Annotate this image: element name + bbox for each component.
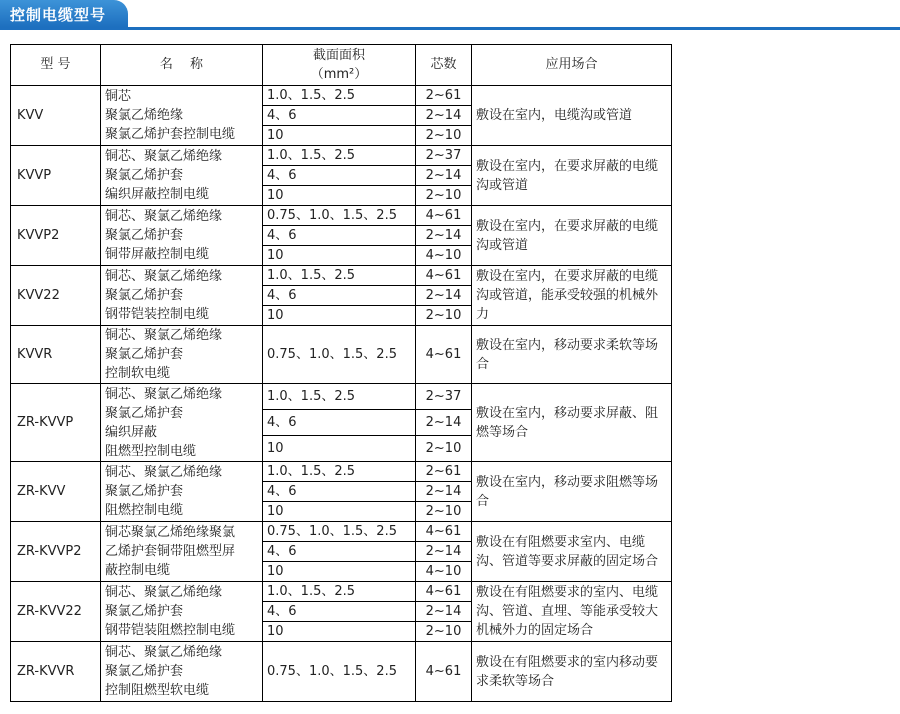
cell-model: ZR-KVV xyxy=(11,462,101,522)
cell-model: ZR-KVVR xyxy=(11,642,101,702)
cell-section-value: 1.0、1.5、2.5 xyxy=(263,384,415,410)
cell-section xyxy=(263,582,416,642)
cell-cores-value: 2~14 xyxy=(416,542,471,562)
section-header xyxy=(0,0,900,30)
name-line: 控制阻燃型软电缆 xyxy=(105,683,210,698)
cell-section-value: 10 xyxy=(267,504,284,519)
cell-cores-value: 2~10 xyxy=(425,188,462,203)
cell-section xyxy=(263,86,416,146)
cell-cores-value: 2~10 xyxy=(425,308,462,323)
cell-cores-stack xyxy=(416,462,471,521)
name-line: 聚氯乙烯绝缘 xyxy=(105,108,184,123)
table-row xyxy=(11,642,672,702)
cell-section-value: 10 xyxy=(267,624,284,639)
application-text: 敷设在室内，在要求屏蔽的电缆沟或管道 xyxy=(476,218,659,253)
cell-cores xyxy=(416,384,472,462)
cell-name xyxy=(101,146,263,206)
cell-section-value: 4、6 xyxy=(263,166,415,186)
table-row xyxy=(11,582,672,642)
header-underline xyxy=(0,27,900,30)
cell-cores xyxy=(416,86,472,146)
table-row xyxy=(11,522,672,582)
cell-cores-value: 2~61 xyxy=(416,86,471,106)
cell-section-stack xyxy=(263,462,415,521)
cell-cores xyxy=(416,462,472,522)
cell-cores: 4~61 xyxy=(416,326,472,384)
cell-application xyxy=(472,462,672,522)
cell-cores-value: 2~14 xyxy=(416,106,471,126)
cell-model: KVV22 xyxy=(11,266,101,326)
cell-application xyxy=(472,384,672,462)
header-section-line2: （mm²） xyxy=(310,67,368,82)
cell-section-value: 10 xyxy=(267,441,284,456)
table-row xyxy=(11,206,672,266)
cell-name xyxy=(101,384,263,462)
application-text: 敷设在室内，在要求屏蔽的电缆沟或管道，能承受较强的机械外力 xyxy=(476,269,659,322)
name-line: 编织屏蔽 xyxy=(105,424,158,440)
cell-section-stack xyxy=(263,206,415,265)
table-header-row xyxy=(11,45,672,86)
cell-model: KVVP xyxy=(11,146,101,206)
name-line: 乙烯护套铜带阻燃型屏 xyxy=(105,544,236,559)
cell-section xyxy=(263,384,416,462)
cell-cores-value: 4~10 xyxy=(425,564,462,579)
cell-section-value: 1.0、1.5、2.5 xyxy=(263,266,415,286)
cell-cores-value: 2~10 xyxy=(425,624,462,639)
cell-application xyxy=(472,326,672,384)
header-application: 应用场合 xyxy=(472,45,672,86)
name-line: 铜芯、聚氯乙烯绝缘 xyxy=(105,149,223,164)
cell-section-value: 4、6 xyxy=(263,226,415,246)
name-line: 聚氯乙烯护套控制电缆 xyxy=(105,127,236,142)
name-line: 铜芯、聚氯乙烯绝缘 xyxy=(105,269,223,284)
cell-section-value: 10 xyxy=(267,564,284,579)
cell-cores-stack xyxy=(416,384,471,461)
name-line: 聚氯乙烯护套 xyxy=(105,288,184,303)
name-line: 钢带铠装控制电缆 xyxy=(105,307,210,322)
cell-cores-value: 2~10 xyxy=(425,128,462,143)
table-row xyxy=(11,326,672,384)
cell-cores-value: 2~14 xyxy=(416,226,471,246)
cell-section-stack xyxy=(263,384,415,461)
cell-cores-value: 2~37 xyxy=(416,146,471,166)
cell-application xyxy=(472,642,672,702)
cell-section-value: 1.0、1.5、2.5 xyxy=(263,462,415,482)
cell-cores-stack xyxy=(416,146,471,205)
application-text: 敷设在室内，电缆沟或管道 xyxy=(476,108,633,123)
cell-section-value: 10 xyxy=(267,248,284,263)
application-text: 敷设在有阻燃要求的室内、电缆沟、管道、直埋、等能承受较大机械外力的固定场合 xyxy=(476,585,659,638)
table-row xyxy=(11,146,672,206)
name-line: 聚氯乙烯护套 xyxy=(105,347,184,362)
cell-name xyxy=(101,522,263,582)
cell-application xyxy=(472,86,672,146)
cell-name xyxy=(101,326,263,384)
cell-section-value: 10 xyxy=(267,188,284,203)
cell-cores xyxy=(416,266,472,326)
cell-cores xyxy=(416,522,472,582)
name-line: 铜芯、聚氯乙烯绝缘 xyxy=(105,386,223,402)
name-line: 铜芯、聚氯乙烯绝缘 xyxy=(105,465,223,480)
table-body xyxy=(11,86,672,702)
cell-cores-value: 4~61 xyxy=(416,206,471,226)
cell-name xyxy=(101,462,263,522)
cell-name xyxy=(101,582,263,642)
cell-cores-value: 4~61 xyxy=(416,266,471,286)
cell-cores-value: 2~14 xyxy=(416,286,471,306)
cell-section xyxy=(263,462,416,522)
cell-section xyxy=(263,266,416,326)
cell-section-value: 1.0、1.5、2.5 xyxy=(263,86,415,106)
cell-section-value: 4、6 xyxy=(263,482,415,502)
cell-name xyxy=(101,266,263,326)
header-section-line1: 截面面积 xyxy=(312,48,365,63)
cell-cores xyxy=(416,582,472,642)
cell-application xyxy=(472,582,672,642)
cell-section-value: 10 xyxy=(267,128,284,143)
name-line: 铜带屏蔽控制电缆 xyxy=(105,247,210,262)
cell-cores xyxy=(416,206,472,266)
application-text: 敷设在室内，移动要求柔软等场合 xyxy=(476,337,659,372)
cell-cores-value: 4~10 xyxy=(425,248,462,263)
name-line: 铜芯、聚氯乙烯绝缘 xyxy=(105,645,223,660)
cell-cores-value: 2~14 xyxy=(416,602,471,622)
cell-cores: 4~61 xyxy=(416,642,472,702)
cell-model: KVVR xyxy=(11,326,101,384)
cell-name xyxy=(101,206,263,266)
cell-name xyxy=(101,642,263,702)
cell-section-value: 0.75、1.0、1.5、2.5 xyxy=(263,206,415,226)
cell-model: KVVP2 xyxy=(11,206,101,266)
header-name: 名 称 xyxy=(101,45,263,86)
cell-cores-value: 2~10 xyxy=(425,504,462,519)
cell-cores-value: 2~14 xyxy=(416,410,471,436)
cell-cores-value: 4~61 xyxy=(416,522,471,542)
cell-model: ZR-KVV22 xyxy=(11,582,101,642)
name-line: 阻燃控制电缆 xyxy=(105,503,184,518)
name-line: 聚氯乙烯护套 xyxy=(105,484,184,499)
cell-section-stack xyxy=(263,266,415,325)
name-line: 蔽控制电缆 xyxy=(105,563,171,578)
application-text: 敷设在有阻燃要求室内、电缆沟、管道等要求屏蔽的固定场合 xyxy=(476,534,659,569)
cell-section: 0.75、1.0、1.5、2.5 xyxy=(263,642,416,702)
cell-section-stack xyxy=(263,522,415,581)
cell-cores-value: 2~10 xyxy=(425,441,462,456)
cell-section-value: 10 xyxy=(267,308,284,323)
cell-section-stack xyxy=(263,86,415,145)
cell-section xyxy=(263,206,416,266)
name-line: 铜芯、聚氯乙烯绝缘 xyxy=(105,209,223,224)
name-line: 聚氯乙烯护套 xyxy=(105,228,184,243)
cell-section-value: 0.75、1.0、1.5、2.5 xyxy=(263,522,415,542)
cell-cores-value: 2~61 xyxy=(416,462,471,482)
cell-section-value: 4、6 xyxy=(263,602,415,622)
name-line: 铜芯、聚氯乙烯绝缘 xyxy=(105,585,223,600)
name-line: 钢带铠装阻燃控制电缆 xyxy=(105,623,236,638)
cell-cores-value: 2~37 xyxy=(416,384,471,410)
cell-section: 0.75、1.0、1.5、2.5 xyxy=(263,326,416,384)
table-row xyxy=(11,384,672,462)
name-line: 编织屏蔽控制电缆 xyxy=(105,187,210,202)
cell-section-value: 1.0、1.5、2.5 xyxy=(263,582,415,602)
name-line: 阻燃型控制电缆 xyxy=(105,443,197,459)
cell-section-stack xyxy=(263,582,415,641)
cell-application xyxy=(472,206,672,266)
cable-spec-table xyxy=(10,44,672,702)
cell-application xyxy=(472,522,672,582)
cell-model: KVV xyxy=(11,86,101,146)
cell-section-value: 4、6 xyxy=(263,106,415,126)
table-row xyxy=(11,86,672,146)
cell-cores-value: 2~14 xyxy=(416,482,471,502)
table-row xyxy=(11,462,672,522)
name-line: 聚氯乙烯护套 xyxy=(105,168,184,183)
cell-cores-stack xyxy=(416,582,471,641)
header-model: 型 号 xyxy=(11,45,101,86)
cell-cores-value: 4~61 xyxy=(416,582,471,602)
name-line: 铜芯 xyxy=(105,89,132,104)
name-line: 聚氯乙烯护套 xyxy=(105,405,184,421)
header-cores: 芯数 xyxy=(416,45,472,86)
section-title: 控制电缆型号 xyxy=(10,6,107,24)
name-line: 控制软电缆 xyxy=(105,366,171,381)
cell-section-value: 1.0、1.5、2.5 xyxy=(263,146,415,166)
cell-section-stack xyxy=(263,146,415,205)
cell-application xyxy=(472,146,672,206)
application-text: 敷设在室内，移动要求阻燃等场合 xyxy=(476,474,659,509)
application-text: 敷设在室内，在要求屏蔽的电缆沟或管道 xyxy=(476,158,659,193)
cell-cores xyxy=(416,146,472,206)
name-line: 聚氯乙烯护套 xyxy=(105,604,184,619)
cell-cores-value: 2~14 xyxy=(416,166,471,186)
name-line: 铜芯聚氯乙烯绝缘聚氯 xyxy=(105,525,236,540)
cell-cores-stack xyxy=(416,522,471,581)
cell-section xyxy=(263,522,416,582)
cell-cores-stack xyxy=(416,206,471,265)
cell-cores-stack xyxy=(416,86,471,145)
cell-section xyxy=(263,146,416,206)
name-line: 聚氯乙烯护套 xyxy=(105,664,184,679)
cell-section-value: 4、6 xyxy=(263,286,415,306)
name-line: 铜芯、聚氯乙烯绝缘 xyxy=(105,328,223,343)
cell-cores-stack xyxy=(416,266,471,325)
application-text: 敷设在有阻燃要求的室内移动要求柔软等场合 xyxy=(476,654,659,689)
cell-model: ZR-KVVP2 xyxy=(11,522,101,582)
cell-model: ZR-KVVP xyxy=(11,384,101,462)
header-section xyxy=(263,45,416,86)
cell-section-value: 4、6 xyxy=(263,542,415,562)
application-text: 敷设在室内，移动要求屏蔽、阻燃等场合 xyxy=(476,405,659,440)
cell-application xyxy=(472,266,672,326)
cell-section-value: 4、6 xyxy=(263,410,415,436)
table-row xyxy=(11,266,672,326)
cell-name xyxy=(101,86,263,146)
